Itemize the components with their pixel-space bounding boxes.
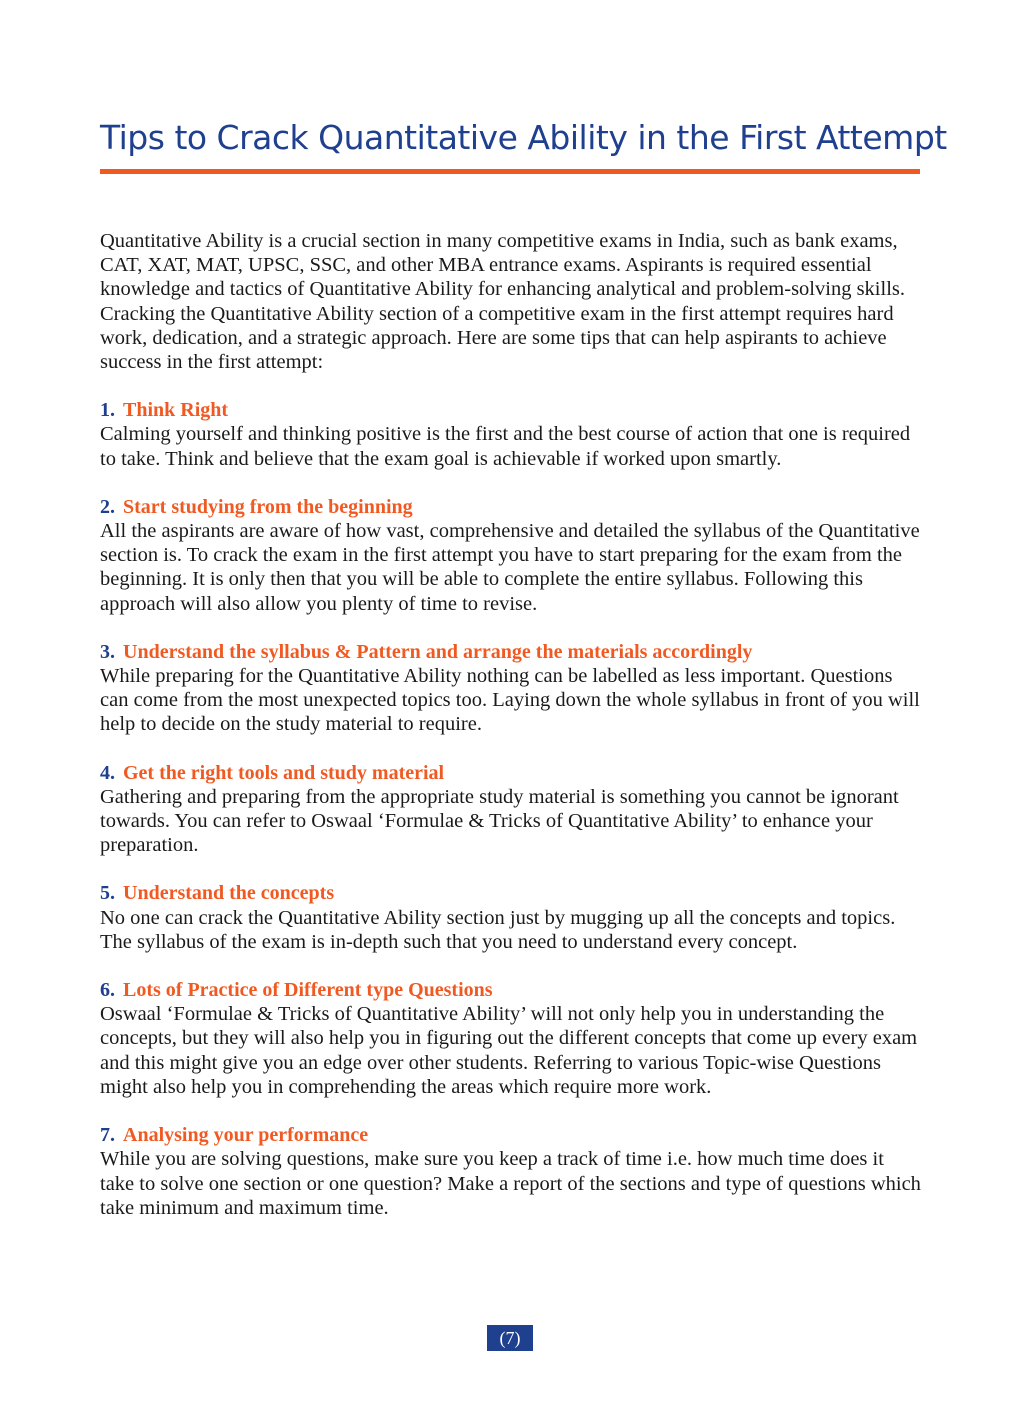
- tip-heading: [100, 1123, 922, 1147]
- page-number: (7): [487, 1325, 533, 1351]
- tip-body: Gathering and preparing from the appropriate study material is something you cannot be ignorant towards. You can refer to Oswaal ‘Formulae & Tricks of Quantitative Ability’ to enhance your preparation.: [100, 785, 899, 857]
- intro-paragraph: Quantitative Ability is a crucial section in many competitive exams in India, such as bank exams, CAT, XAT, MAT, UPSC, SSC, and other MBA entrance exams. Aspirants is required essential knowledge and tactics of Quantitative Ability for enhancing analytical and problem-solving skills. Cracking the Quantitative Ability section of a competitive exam in the first attempt requires hard work, dedication, and a strategic approach. Here are some tips that can help aspirants to achieve success in the first attempt:: [100, 230, 905, 374]
- tip-body: While preparing for the Quantitative Ability nothing can be labelled as less important. Questions can come from the most unexpected topics too. Laying down the whole syllabus in front of you will help to decide on the study material to require.: [100, 665, 920, 736]
- page-title: Tips to Crack Quantitative Ability in the First Attempt: [100, 118, 947, 157]
- tip-item-4: [100, 761, 922, 858]
- tip-number: 7.: [100, 1124, 115, 1147]
- tip-heading: [100, 978, 922, 1002]
- tip-heading: [100, 495, 922, 519]
- tip-number: 5.: [100, 882, 115, 905]
- tip-number: 6.: [100, 979, 115, 1002]
- tip-item-7: [100, 1123, 922, 1220]
- tip-item-3: [100, 640, 922, 737]
- tip-heading: [100, 761, 922, 785]
- tip-title: Understand the concepts: [123, 882, 335, 905]
- tip-number: 4.: [100, 761, 115, 784]
- tip-body: Calming yourself and thinking positive is the first and the best course of action that one is required to take. Think and believe that the exam goal is achievable if worked upon smartly.: [100, 423, 911, 470]
- tip-item-6: [100, 978, 922, 1099]
- tip-number: 2.: [100, 495, 115, 518]
- title-underline: [100, 169, 920, 174]
- tip-number: 1.: [100, 399, 115, 422]
- page-content: [100, 229, 922, 1244]
- tip-item-1: [100, 398, 922, 471]
- tip-title: Analysing your performance: [123, 1124, 369, 1147]
- tip-heading: [100, 881, 922, 905]
- tip-item-2: [100, 495, 922, 616]
- tip-heading: [100, 640, 922, 664]
- tip-number: 3.: [100, 640, 115, 663]
- tip-item-5: [100, 881, 922, 954]
- tip-body: All the aspirants are aware of how vast, comprehensive and detailed the syllabus of the Quantitative section is. To crack the exam in the first attempt you have to start preparing for the exam from the beginning. It is only then that you will be able to complete the entire syllabus. Following this approach will also allow you plenty of time to revise.: [100, 520, 920, 615]
- tip-body: While you are solving questions, make sure you keep a track of time i.e. how much time does it take to solve one section or one question? Make a report of the sections and type of questions which take minimum and maximum time.: [100, 1148, 921, 1219]
- tip-title: Lots of Practice of Different type Questions: [123, 979, 493, 1002]
- tip-heading: [100, 398, 922, 422]
- tip-title: Get the right tools and study material: [123, 761, 445, 784]
- tip-title: Start studying from the beginning: [123, 495, 413, 518]
- tip-body: Oswaal ‘Formulae & Tricks of Quantitative Ability’ will not only help you in understanding the concepts, but they will also help you in figuring out the different concepts that come up every exam and this might give you an edge over other students. Referring to various Topic-wise Questions might also help you in comprehending the areas which require more work.: [100, 1003, 918, 1098]
- tip-title: Understand the syllabus & Pattern and arrange the materials accordingly: [123, 640, 753, 663]
- tip-title: Think Right: [123, 399, 229, 422]
- tip-body: No one can crack the Quantitative Ability section just by mugging up all the concepts and topics. The syllabus of the exam is in-depth such that you need to understand every concept.: [100, 906, 896, 953]
